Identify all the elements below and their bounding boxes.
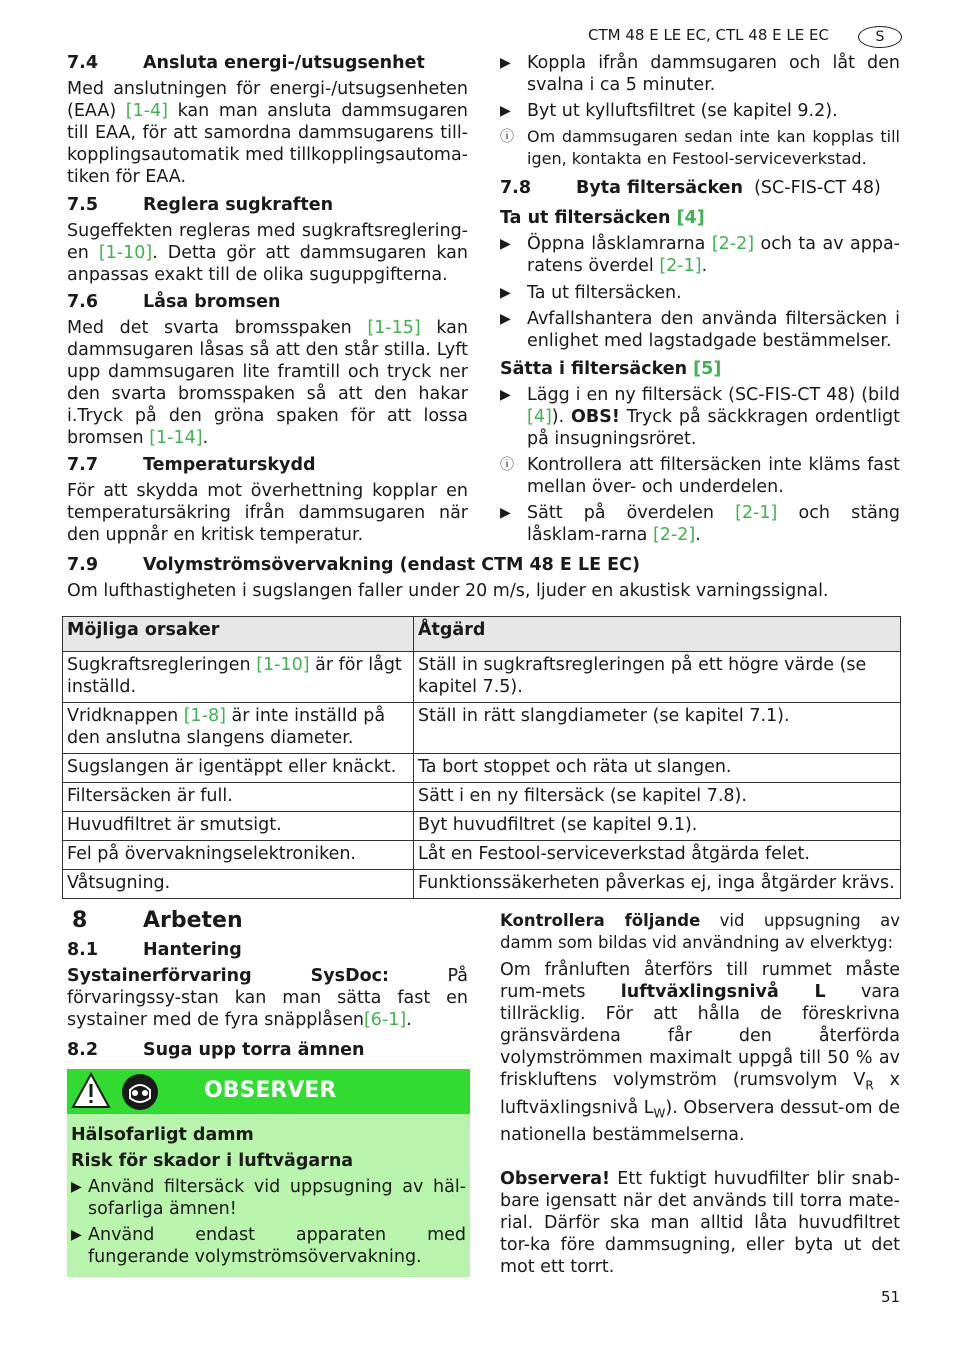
moist-filter-note: Observera! Ett fuktigt huvudfilter blir snab-bare igensatt när det används till torra mate-rial. Därför ska man alltid låta huvudfiltret tor-ka före dammsugning, eller byta ut det mot ett torrt.	[500, 1169, 900, 1277]
list-item: ▶ Öppna låsklamrarna [2-2] och ta av appa-ratens överdel [2-1].	[500, 234, 900, 276]
heading-8: 8 Arbeten	[72, 908, 243, 933]
subheading-insert-bag: Sätta i filtersäcken [5]	[500, 359, 722, 379]
warning-hazard: Hälsofarligt damm	[71, 1125, 254, 1145]
list-item: ▶ Använd endast apparaten med fungerande volymströmsövervakning.	[71, 1225, 466, 1267]
text-7-5: Sugeffekten regleras med sugkraftsreglering-en [1-10]. Detta gör att dammsugaren kan anpassas exakt till de olika suguppgifterna.	[67, 221, 468, 285]
right-column-bottom	[500, 910, 900, 1278]
info-item: ⓘ Om dammsugaren sedan inte kan kopplas till igen, kontakta en Festool-serviceverkstad.	[500, 127, 900, 168]
table-cell: Ställ in rätt slangdiameter (se kapitel 7.1).	[414, 703, 901, 754]
heading-7-7: 7.7 Temperaturskydd	[67, 455, 316, 475]
table-cell: Sugkraftsregleringen [1-10] är för lågt inställd.	[63, 652, 414, 703]
right-column-top	[500, 52, 900, 170]
table-row	[63, 652, 901, 703]
column-header: Åtgärd	[414, 617, 901, 652]
text-7-4: Med anslutningen för energi-/utsugsenheten (EAA) [1-4] kan man ansluta dammsugaren till EAA, för att samordna dammsugarens till-kopplingsautomatik med tillkopplingsautoma-tiken för EAA.	[67, 79, 468, 187]
arrow-bullet-icon: ▶	[500, 505, 511, 521]
info-item: ⓘ Kontrollera att filtersäcken inte kläms fast mellan över- och underdelen.	[500, 455, 900, 497]
table-row	[63, 703, 901, 754]
section-7-8	[500, 177, 900, 546]
table-row	[63, 812, 901, 841]
warning-header	[67, 1069, 470, 1114]
list-item: ▶ Avfallshantera den använda filtersäcken i enlighet med lagstadgade bestämmelser.	[500, 309, 900, 351]
table-cell: Funktionssäkerheten påverkas ej, inga åtgärder krävs.	[414, 870, 901, 899]
text-7-9: Om lufthastigheten i sugslangen faller under 20 m/s, ljuder en akustisk varningssignal.	[67, 581, 829, 601]
column-header: Möjliga orsaker	[63, 617, 414, 652]
warning-triangle-icon	[71, 1072, 111, 1110]
info-icon: ⓘ	[500, 457, 514, 473]
table-cell: Huvudfiltret är smutsigt.	[63, 812, 414, 841]
list-item: ▶ Lägg i en ny filtersäck (SC-FIS-CT 48) (bild [4]). OBS! Tryck på säckkragen ordentligt på insugningsröret.	[500, 385, 901, 449]
ref-link: [1-10]	[98, 243, 153, 263]
respirator-mask-icon	[120, 1072, 160, 1112]
table-cell: Våtsugning.	[63, 870, 414, 899]
text-7-7: För att skydda mot överhettning kopplar en temperatursäkring ifrån dammsugaren när den uppnår en kritisk temperatur.	[67, 481, 468, 545]
section-7-5	[67, 194, 468, 286]
warning-risk: Risk för skador i luftvägarna	[71, 1151, 354, 1171]
causes-table	[62, 616, 901, 899]
air-exchange-text: Om frånluften återförs till rummet måste rum-mets luftväxlingsnivå L vara tillräcklig. För att hålla de föreskrivna gränsvärdena får den återförda volymströmmen maximalt uppgå till 50 % av friskluftens volymström (rumsvolym $V_R$ x luftväxlingsnivå $L_W$). Observera dessut-om de nationella bestämmelserna.	[500, 960, 900, 1145]
warning-box	[67, 1069, 470, 1277]
subheading-remove-bag: Ta ut filtersäcken [4]	[500, 208, 705, 228]
ref-link: [1-4]	[125, 101, 168, 121]
arrow-bullet-icon: ▶	[500, 285, 511, 301]
list-item: ▶ Sätt på överdelen [2-1] och stäng låsklam-rarna [2-2].	[500, 503, 901, 545]
table-row	[63, 783, 901, 812]
table-cell: Fel på övervakningselektroniken.	[63, 841, 414, 870]
page-header: CTM 48 E LE EC, CTL 48 E LE EC	[588, 26, 829, 44]
info-icon: ⓘ	[500, 129, 514, 145]
warning-title: OBSERVER	[204, 1078, 337, 1103]
heading-8-2: 8.2 Suga upp torra ämnen	[67, 1040, 365, 1060]
table-row	[63, 841, 901, 870]
list-item: ▶ Använd filtersäck vid uppsugning av häl-sofarliga ämnen!	[71, 1177, 466, 1219]
text-7-6: Med det svarta bromsspaken [1-15] kan dammsugaren låsas så att den står stilla. Lyft upp dammsugaren lite framtill och tryck ner den svarta bromsspaken så att den hakar i.Tryck på den gröna spaken för att lossa bromsen [1-14].	[67, 318, 468, 448]
table-row	[63, 754, 901, 783]
warning-body	[67, 1114, 470, 1268]
heading-7-8: 7.8 Byta filtersäcken (SC-FIS-CT 48)	[500, 178, 881, 198]
arrow-bullet-icon: ▶	[71, 1227, 82, 1243]
ref-link: [5]	[693, 359, 722, 379]
list-item: ▶ Koppla ifrån dammsugaren och låt den svalna i ca 5 minuter.	[500, 53, 900, 95]
table-cell: Låt en Festool-serviceverkstad åtgärda felet.	[414, 841, 901, 870]
arrow-bullet-icon: ▶	[500, 311, 511, 327]
table-cell: Ställ in sugkraftsregleringen på ett högre värde (se kapitel 7.5).	[414, 652, 901, 703]
heading-7-9: 7.9 Volymströmsövervakning (endast CTM 48 E LE EC)	[67, 555, 640, 575]
table-cell: Sugslangen är igentäppt eller knäckt.	[63, 754, 414, 783]
section-7-6	[67, 291, 468, 449]
table-cell: Byt huvudfiltret (se kapitel 9.1).	[414, 812, 901, 841]
heading-7-4: 7.4 Ansluta energi-/utsugsenhet	[67, 53, 425, 73]
list-item: ▶ Ta ut filtersäcken.	[500, 283, 682, 303]
page-number: 51	[881, 1288, 901, 1306]
section-7-9	[67, 554, 901, 602]
arrow-bullet-icon: ▶	[500, 103, 511, 119]
table-row	[63, 870, 901, 899]
arrow-bullet-icon: ▶	[71, 1179, 82, 1195]
table-cell: Vridknappen [1-8] är inte inställd på den anslutna slangens diameter.	[63, 703, 414, 754]
ref-link: [4]	[676, 208, 705, 228]
table-cell: Sätt i en ny filtersäck (se kapitel 7.8).	[414, 783, 901, 812]
arrow-bullet-icon: ▶	[500, 55, 511, 71]
section-7-7	[67, 454, 468, 546]
table-cell: Filtersäcken är full.	[63, 783, 414, 812]
arrow-bullet-icon: ▶	[500, 236, 511, 252]
table-header-row	[63, 617, 901, 652]
heading-7-5: 7.5 Reglera sugkraften	[67, 195, 334, 215]
ref-link: [1-14]	[149, 428, 203, 448]
section-7-4	[67, 52, 468, 188]
section-8	[67, 907, 468, 1061]
heading-8-1: 8.1 Hantering	[67, 940, 242, 960]
arrow-bullet-icon: ▶	[500, 387, 511, 403]
table-cell: Ta bort stoppet och räta ut slangen.	[414, 754, 901, 783]
check-intro: Kontrollera följande vid uppsugning av damm som bildas vid användning av elverktyg:	[500, 911, 900, 952]
ref-link: [1-15]	[367, 318, 421, 338]
heading-7-6: 7.6 Låsa bromsen	[67, 292, 281, 312]
list-item: ▶ Byt ut kylluftsfiltret (se kapitel 9.2).	[500, 101, 838, 121]
language-badge: S	[858, 26, 902, 48]
text-8-1: Systainerförvaring SysDoc: På förvaringssy-stan kan man sätta fast en systainer med de fyra snäpplåsen[6-1].	[67, 966, 468, 1030]
